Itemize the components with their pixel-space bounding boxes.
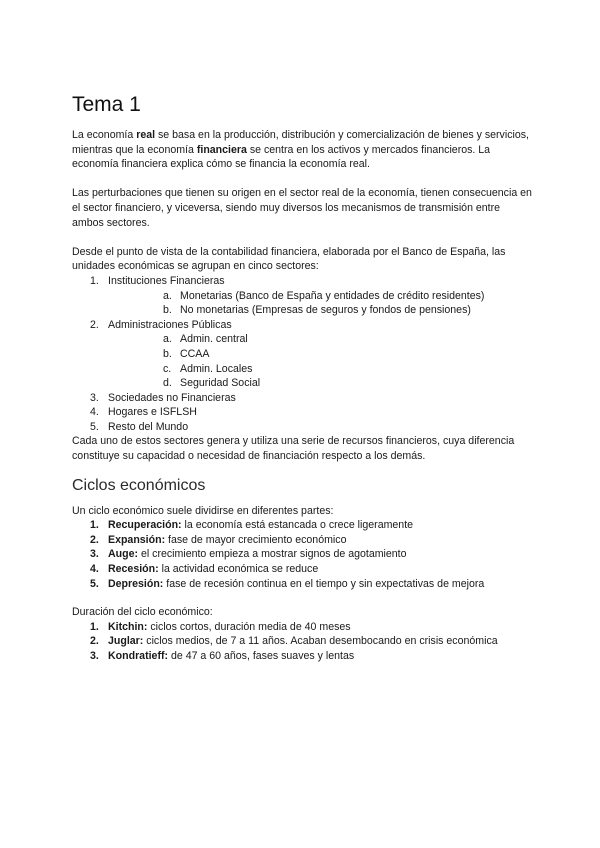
subsector-label: No monetarias (Empresas de seguros y fondos de pensiones) [180,304,471,317]
document-content [72,92,532,664]
cycle-durations-list [72,620,532,664]
cycle-phases-list [72,518,532,591]
paragraph-sectors-intro: Desde el punto de vista de la contabilidad financiera, elaborada por el Banco de España, las unidades económicas se agrupan en cinco sectores: [72,245,506,273]
phase-item [72,518,532,533]
sector-item [72,405,532,420]
subsector-label: CCAA [180,347,210,360]
cycle-item [72,620,532,635]
phase-term: Recuperación: [108,519,182,532]
list-letter: c. [163,362,172,375]
paragraph-perturbations: Las perturbaciones que tienen su origen en el sector real de la economía, tienen consecuencia en el sector financiero, y viceversa, siendo muy diversos los mecanismos de transmisión entre ambos sectores. [72,187,532,229]
subsector-list [108,289,532,318]
list-number: 1. [90,620,99,633]
list-number: 1. [90,274,99,287]
sector-label: Administraciones Públicas [108,318,232,331]
list-number: 1. [90,519,99,532]
paragraph-real-vs-financial [72,128,532,172]
sector-item [72,391,532,406]
subsector-list [108,332,532,390]
cycle-term: Kondratieff: [108,650,169,662]
list-number: 2. [90,533,99,546]
cycle-item [72,649,532,664]
list-number: 4. [90,563,99,576]
list-letter: b. [163,304,172,317]
bold-term-financiera: financiera [196,143,247,156]
phase-term: Depresión: [108,577,164,590]
sector-item [72,318,532,391]
list-number: 3. [90,548,99,561]
subsector-item [108,376,532,391]
subsector-label: Admin. Locales [180,362,253,375]
paragraph-duration-intro: Duración del ciclo económico: [72,606,213,619]
subsector-label: Seguridad Social [180,377,261,390]
phase-desc: el crecimiento empieza a mostrar signos de agotamiento [138,548,407,561]
cycle-term: Kitchin: [108,620,148,633]
subsector-item [108,332,532,347]
subsector-label: Monetarias (Banco de España y entidades de crédito residentes) [180,289,485,302]
section-heading: Ciclos económicos [72,476,206,494]
subsector-item [108,289,532,304]
subsector-item [108,347,532,362]
sector-label: Sociedades no Financieras [108,391,236,404]
page-title: Tema 1 [72,93,141,116]
list-number: 5. [90,420,99,433]
text-run: se centra en los activos y mercados financieros. La economía financiera explica cómo se financia la economía real. [72,143,491,171]
phase-item [72,562,532,577]
paragraph-cycle-intro: Un ciclo económico suele dividirse en diferentes partes: [72,504,334,517]
cycle-desc: de 47 a 60 años, fases suaves y lentas [168,650,355,662]
text-run: La economía [72,129,137,141]
list-number: 4. [90,406,99,419]
phase-desc: la economía está estancada o crece ligeramente [181,519,414,532]
sector-label: Hogares e ISFLSH [108,406,197,419]
sector-label: Instituciones Financieras [108,274,225,287]
phase-desc: fase de recesión continua en el tiempo y sin expectativas de mejora [163,577,485,590]
paragraph-sectors-conclusion: Cada uno de estos sectores genera y utiliza una serie de recursos financieros, cuya diferencia constituye su capacidad o necesidad de financiación respecto a los demás. [72,435,515,463]
list-letter: d. [163,377,172,390]
sector-label: Resto del Mundo [108,420,189,433]
cycle-desc: ciclos cortos, duración media de 40 meses [147,620,351,633]
list-letter: a. [163,333,172,346]
phase-desc: la actividad económica se reduce [158,563,319,576]
list-number: 5. [90,577,99,590]
phase-term: Expansión: [108,533,166,546]
phase-term: Auge: [108,548,139,561]
list-number: 2. [90,635,99,648]
list-number: 2. [90,318,99,331]
list-number: 3. [90,391,99,404]
phase-item [72,577,532,592]
subsector-label: Admin. central [180,333,248,346]
phase-term: Recesión: [108,563,159,576]
cycle-term: Juglar: [108,635,144,648]
text-run: se basa en la producción, distribución y comercialización de bienes y servicios, mientras que la economía [72,129,529,156]
subsector-item [108,303,532,318]
cycle-item [72,634,532,649]
sector-item [72,274,532,318]
cycle-desc: ciclos medios, de 7 a 11 años. Acaban desembocando en crisis económica [143,635,498,648]
section-economic-cycles [72,476,532,664]
list-letter: a. [163,289,172,302]
phase-item [72,533,532,548]
subsector-item [108,362,532,377]
list-number: 3. [90,650,99,662]
bold-term-real: real [136,129,156,141]
phase-desc: fase de mayor crecimiento económico [165,533,347,546]
sector-item [72,420,532,435]
sectors-list [72,274,532,435]
phase-item [72,547,532,562]
list-letter: b. [163,347,172,360]
